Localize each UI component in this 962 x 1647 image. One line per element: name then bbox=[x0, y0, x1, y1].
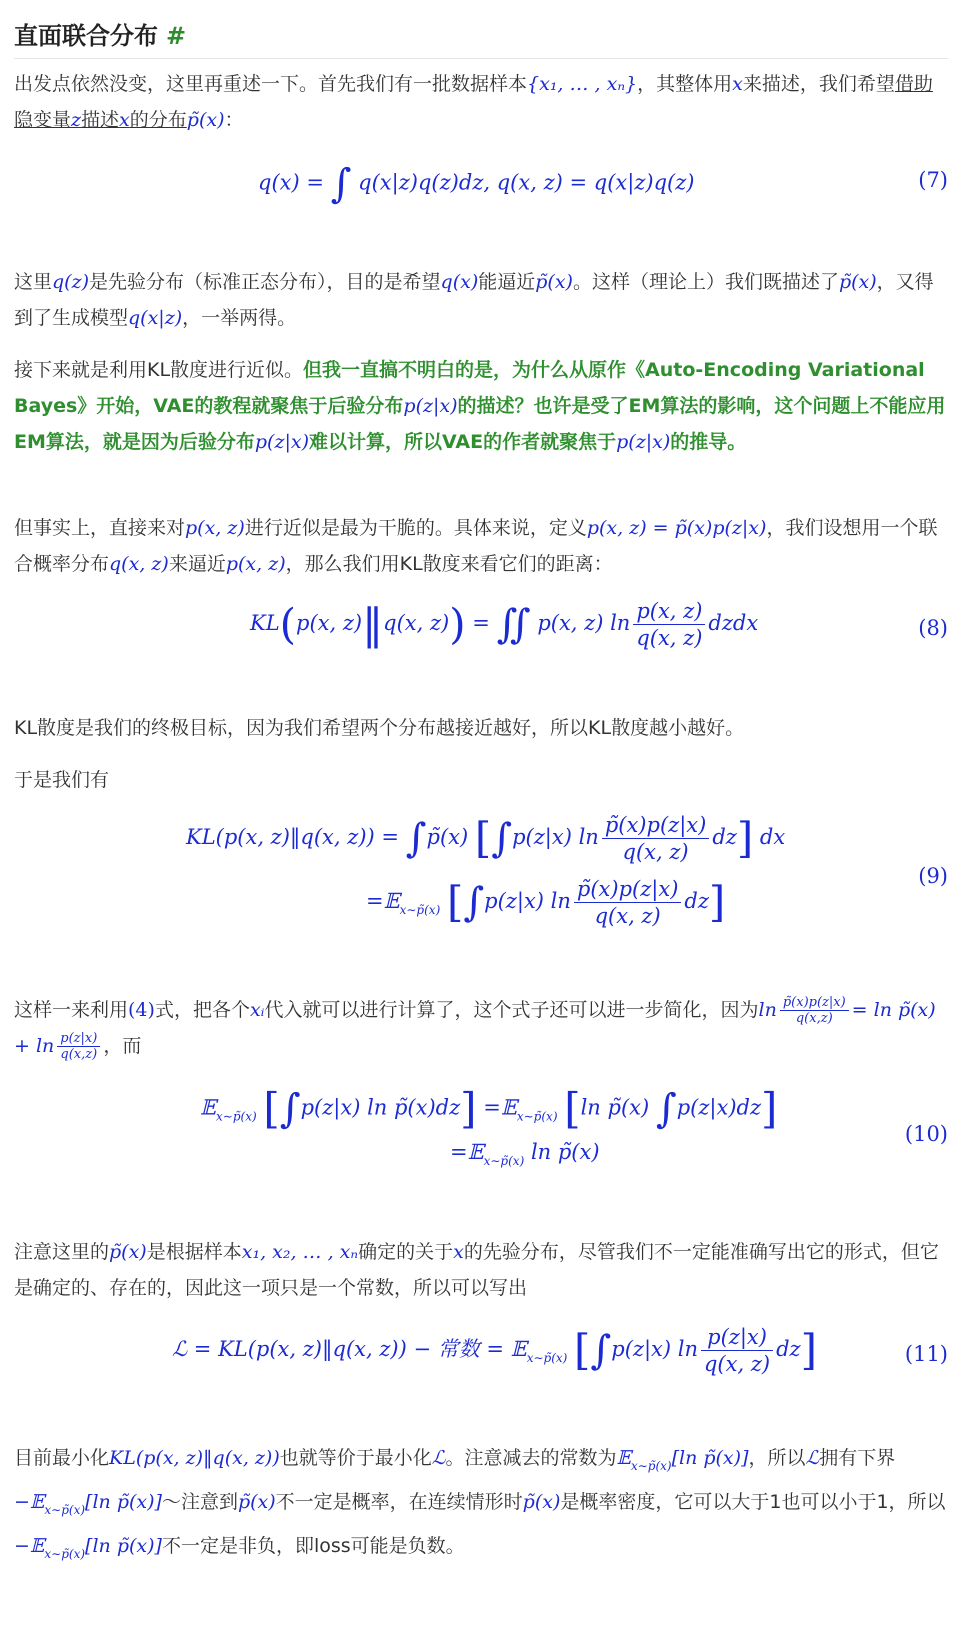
highlighted-remark: 但我一直搞不明白的是，为什么从原作《Auto-Encoding Variational Bayes》开始，VAE的教程就聚焦于后验分布 bbox=[14, 359, 925, 417]
paragraph-8: 注意这里的p̃(x)是根据样本x₁, x₂, … , xₙ确定的关于x的先验分布，尽管我们不一定能准确写出它的形式，但它是确定的、存在的，因此这一项只是一个常数，所以可以写出 bbox=[14, 1241, 939, 1299]
paragraph-6: 于是我们有 bbox=[14, 769, 110, 791]
equation-9: KL(p(x, z)‖q(x, z)) = ∫p̃(x) [∫p(z|x) ln $\frac{p̃(x)p(z|x)}{q(x, z)}$ dz] dx =𝔼$_{x\sim p̃(x)}$ [∫p(z|x) ln $\frac{p̃(x)p(z|x)}{q(x, z)}$ dz] (9) bbox=[186, 813, 948, 928]
equation-8: KL(p(x, z)‖q(x, z)) = ∬ p(x, z) ln $\frac{p(x, z)}{q(x, z)}$ dzdx (8) bbox=[250, 599, 948, 650]
paragraph-2: 这里q(z)是先验分布（标准正态分布），目的是希望q(x)能逼近p̃(x)。这样（理论上）我们既描述了p̃(x)，又得到了生成模型q(x|z)，一举两得。 bbox=[14, 271, 934, 329]
equation-number: (8) bbox=[918, 616, 948, 640]
paragraph-1: 出发点依然没变，这里再重述一下。首先我们有一批数据样本{x₁, … , xₙ}，其整体用x来描述，我们希望借助隐变量z描述x的分布p̃(x)： bbox=[14, 73, 933, 131]
equation-number: (7) bbox=[918, 168, 948, 192]
heading-divider bbox=[14, 58, 948, 59]
paragraph-5: KL散度是我们的终极目标，因为我们希望两个分布越接近越好，所以KL散度越小越好。 bbox=[14, 717, 745, 739]
section-heading-text: 直面联合分布 bbox=[14, 22, 158, 50]
section-heading bbox=[14, 16, 944, 52]
paragraph-4: 但事实上，直接来对p(x, z)进行近似是最为干脆的。具体来说，定义p(x, z) = p̃(x)p(z|x)，我们设想用一个联合概率分布q(x, z)来逼近p(x, z)，那么我们用KL散度来看它们的距离： bbox=[14, 517, 938, 575]
equation-11: ℒ = KL(p(x, z)‖q(x, z)) − 常数 = 𝔼$_{x\sim p̃(x)}$ [∫p(z|x) ln $\frac{p(z|x)}{q(x, z)}$ dz] (11) bbox=[172, 1325, 948, 1376]
equation-number: (10) bbox=[904, 1122, 948, 1146]
equation-7: q(x) = ∫ q(x|z)q(z)dz, q(x, z) = q(x|z)q(z) (7) bbox=[258, 161, 948, 207]
heading-anchor-link[interactable]: # bbox=[166, 22, 187, 50]
paragraph-9: 目前最小化KL(p(x, z)‖q(x, z))也就等价于最小化ℒ。注意减去的常数为𝔼$_{x\sim p̃(x)}$[ln p̃(x)]，所以ℒ拥有下界−𝔼$_{x\sim p̃(x)}$[ln p̃(x)]～注意到p̃(x)不一定是概率，在连续情形时p̃(x)是概率密度，它可以大于1也可以小于1，所以−𝔼$_{x\sim p̃(x)}$[ln p̃(x)]不一定是非负，即loss可能是负数。 bbox=[14, 1447, 946, 1561]
equation-10: 𝔼$_{x\sim p̃(x)}$ [∫p(z|x) ln p̃(x)dz] =𝔼$_{x\sim p̃(x)}$ [ln p̃(x) ∫p(z|x)dz] =𝔼$_{x\sim p̃(x)}$ ln p̃(x) (10) bbox=[200, 1084, 948, 1168]
equation-number: (11) bbox=[904, 1342, 948, 1366]
paragraph-3: 接下来就是利用KL散度进行近似。但我一直搞不明白的是，为什么从原作《Auto-Encoding Variational Bayes》开始，VAE的教程就聚焦于后验分布p(z|x)的描述？也许是受了EM算法的影响，这个问题上不能应用EM算法，就是因为后验分布p(z|x)难以计算，所以VAE的作者就聚焦于p(z|x)的推导。 bbox=[14, 359, 946, 453]
paragraph-7: 这样一来利用(4)式，把各个xᵢ代入就可以进行计算了，这个式子还可以进一步简化，因为ln $\frac{p̃(x)p(z|x)}{q(x,z)}$ = ln p̃(x) + ln $\frac{p(z|x)}{q(x,z)}$ ，而 bbox=[14, 995, 936, 1062]
equation-number: (9) bbox=[918, 864, 948, 888]
